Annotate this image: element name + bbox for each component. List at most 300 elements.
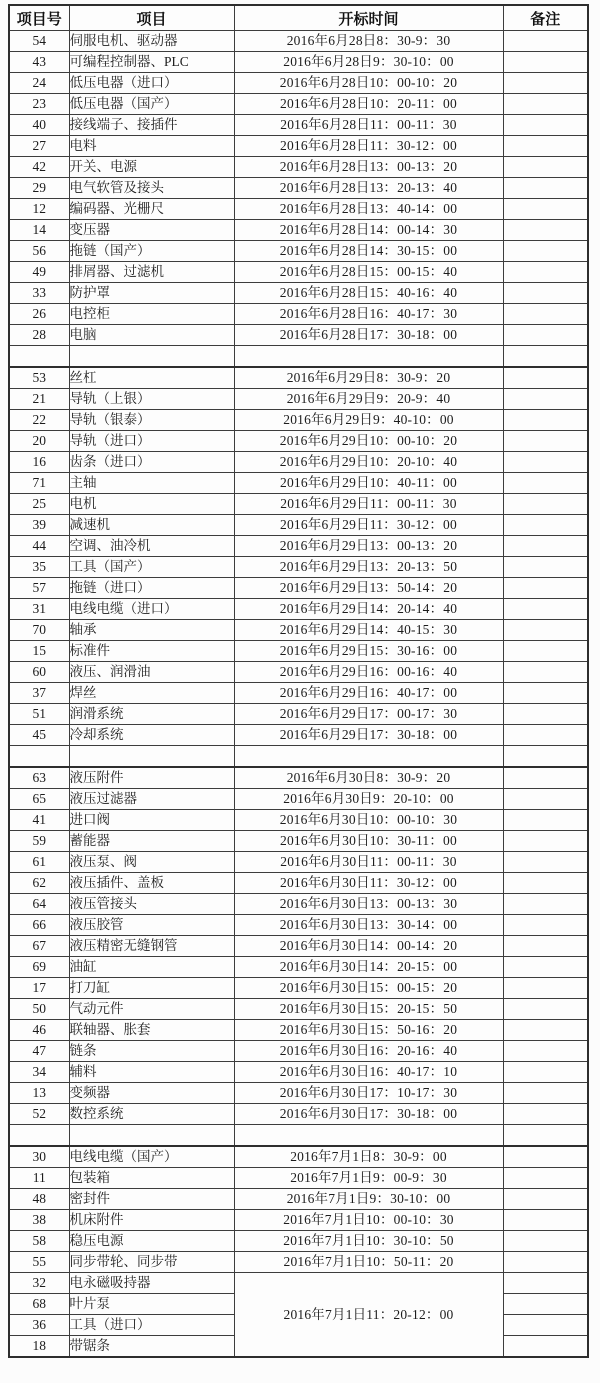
project-number-cell: 46	[9, 1020, 69, 1041]
table-row	[9, 957, 588, 978]
bid-time-cell: 2016年6月29日11：30-12：00	[234, 515, 503, 536]
project-name-cell: 接线端子、接插件	[69, 115, 234, 136]
table-row	[9, 178, 588, 199]
project-number-cell	[9, 746, 69, 768]
remark-cell	[503, 936, 588, 957]
project-number-cell	[9, 346, 69, 368]
remark-cell	[503, 1083, 588, 1104]
remark-cell	[503, 220, 588, 241]
project-name-cell: 叶片泵	[69, 1294, 234, 1315]
project-name-cell	[69, 1125, 234, 1147]
table-row	[9, 999, 588, 1020]
bid-time-cell: 2016年6月30日14：20-15：00	[234, 957, 503, 978]
bid-time-cell: 2016年6月30日11：30-12：00	[234, 873, 503, 894]
remark-cell	[503, 157, 588, 178]
table-row	[9, 73, 588, 94]
bid-time-cell: 2016年6月30日15：50-16：20	[234, 1020, 503, 1041]
project-number-cell: 70	[9, 620, 69, 641]
project-number-cell: 56	[9, 241, 69, 262]
project-number-cell: 34	[9, 1062, 69, 1083]
bid-time-cell: 2016年6月29日17：30-18：00	[234, 725, 503, 746]
table-row	[9, 662, 588, 683]
project-number-cell: 17	[9, 978, 69, 999]
table-row	[9, 936, 588, 957]
table-row	[9, 1020, 588, 1041]
project-number-cell: 33	[9, 283, 69, 304]
remark-cell	[503, 515, 588, 536]
bid-time-cell	[234, 346, 503, 368]
project-name-cell: 数控系统	[69, 1104, 234, 1125]
table-row	[9, 473, 588, 494]
remark-cell	[503, 746, 588, 768]
bid-time-cell: 2016年6月28日8：30-9：30	[234, 31, 503, 52]
project-number-cell: 37	[9, 683, 69, 704]
table-row	[9, 557, 588, 578]
bid-time-cell	[234, 1125, 503, 1147]
project-number-cell: 42	[9, 157, 69, 178]
project-name-cell: 开关、电源	[69, 157, 234, 178]
bid-time-cell: 2016年6月28日11：30-12：00	[234, 136, 503, 157]
remark-cell	[503, 599, 588, 620]
project-name-cell: 电永磁吸持器	[69, 1273, 234, 1294]
bid-schedule-sheet	[8, 4, 589, 1358]
project-name-cell: 低压电器（国产）	[69, 94, 234, 115]
table-row	[9, 52, 588, 73]
bid-time-cell: 2016年6月28日11：00-11：30	[234, 115, 503, 136]
project-number-cell: 27	[9, 136, 69, 157]
project-name-cell: 液压管接头	[69, 894, 234, 915]
project-number-cell: 23	[9, 94, 69, 115]
bid-time-cell: 2016年6月30日10：30-11：00	[234, 831, 503, 852]
table-row	[9, 283, 588, 304]
table-row	[9, 220, 588, 241]
project-number-cell: 66	[9, 915, 69, 936]
project-number-cell: 38	[9, 1210, 69, 1231]
project-name-cell: 蓄能器	[69, 831, 234, 852]
project-name-cell: 电线电缆（国产）	[69, 1146, 234, 1168]
project-number-cell: 58	[9, 1231, 69, 1252]
bid-time-cell: 2016年7月1日10：50-11：20	[234, 1252, 503, 1273]
bid-time-cell: 2016年6月28日14：30-15：00	[234, 241, 503, 262]
project-number-cell: 21	[9, 389, 69, 410]
project-name-cell: 编码器、光栅尺	[69, 199, 234, 220]
table-row	[9, 367, 588, 389]
bid-time-cell: 2016年6月29日13：20-13：50	[234, 557, 503, 578]
bid-time-cell: 2016年6月29日10：20-10：40	[234, 452, 503, 473]
project-number-cell: 18	[9, 1336, 69, 1358]
remark-cell	[503, 1125, 588, 1147]
remark-cell	[503, 73, 588, 94]
project-number-cell: 41	[9, 810, 69, 831]
project-number-cell: 20	[9, 431, 69, 452]
project-name-cell: 排屑器、过滤机	[69, 262, 234, 283]
table-row	[9, 536, 588, 557]
table-row	[9, 725, 588, 746]
project-number-cell: 28	[9, 325, 69, 346]
remark-cell	[503, 1041, 588, 1062]
project-number-cell: 50	[9, 999, 69, 1020]
table-row	[9, 199, 588, 220]
project-number-cell: 59	[9, 831, 69, 852]
remark-cell	[503, 473, 588, 494]
table-row	[9, 94, 588, 115]
header-bid-open-time: 开标时间	[234, 5, 503, 31]
table-row	[9, 852, 588, 873]
project-name-cell: 低压电器（进口）	[69, 73, 234, 94]
project-name-cell: 焊丝	[69, 683, 234, 704]
table-row	[9, 325, 588, 346]
project-name-cell: 工具（国产）	[69, 557, 234, 578]
project-number-cell: 69	[9, 957, 69, 978]
project-name-cell: 齿条（进口）	[69, 452, 234, 473]
project-name-cell: 可编程控制器、PLC	[69, 52, 234, 73]
bid-time-cell: 2016年7月1日10：30-10：50	[234, 1231, 503, 1252]
header-row	[9, 5, 588, 31]
project-number-cell: 35	[9, 557, 69, 578]
project-number-cell: 54	[9, 31, 69, 52]
remark-cell	[503, 536, 588, 557]
project-number-cell: 16	[9, 452, 69, 473]
project-name-cell: 减速机	[69, 515, 234, 536]
remark-cell	[503, 1146, 588, 1168]
bid-time-cell: 2016年6月28日10：00-10：20	[234, 73, 503, 94]
project-name-cell: 联轴器、胀套	[69, 1020, 234, 1041]
remark-cell	[503, 767, 588, 789]
table-row	[9, 1252, 588, 1273]
project-name-cell: 液压附件	[69, 767, 234, 789]
project-name-cell: 液压泵、阀	[69, 852, 234, 873]
table-row	[9, 241, 588, 262]
table-row	[9, 262, 588, 283]
project-name-cell: 防护罩	[69, 283, 234, 304]
remark-cell	[503, 662, 588, 683]
remark-cell	[503, 431, 588, 452]
project-number-cell: 55	[9, 1252, 69, 1273]
project-name-cell: 电控柜	[69, 304, 234, 325]
remark-cell	[503, 1210, 588, 1231]
remark-cell	[503, 999, 588, 1020]
remark-cell	[503, 1168, 588, 1189]
project-number-cell: 63	[9, 767, 69, 789]
spacer-row	[9, 1125, 588, 1147]
project-number-cell: 49	[9, 262, 69, 283]
project-number-cell: 52	[9, 1104, 69, 1125]
table-row	[9, 683, 588, 704]
table-row	[9, 410, 588, 431]
spacer-row	[9, 746, 588, 768]
project-number-cell: 53	[9, 367, 69, 389]
project-number-cell: 14	[9, 220, 69, 241]
project-name-cell: 液压过滤器	[69, 789, 234, 810]
project-number-cell: 43	[9, 52, 69, 73]
bid-time-cell: 2016年6月28日13：40-14：00	[234, 199, 503, 220]
remark-cell	[503, 873, 588, 894]
project-number-cell: 32	[9, 1273, 69, 1294]
project-name-cell: 轴承	[69, 620, 234, 641]
table-row	[9, 157, 588, 178]
project-name-cell: 包装箱	[69, 1168, 234, 1189]
bid-time-cell: 2016年6月28日10：20-11：00	[234, 94, 503, 115]
bid-time-cell: 2016年6月28日13：00-13：20	[234, 157, 503, 178]
remark-cell	[503, 262, 588, 283]
remark-cell	[503, 810, 588, 831]
table-row	[9, 115, 588, 136]
remark-cell	[503, 136, 588, 157]
table-row	[9, 304, 588, 325]
bid-time-cell: 2016年6月29日14：20-14：40	[234, 599, 503, 620]
project-number-cell: 48	[9, 1189, 69, 1210]
project-number-cell: 68	[9, 1294, 69, 1315]
project-name-cell: 辅料	[69, 1062, 234, 1083]
bid-time-cell: 2016年6月30日13：00-13：30	[234, 894, 503, 915]
bid-time-cell: 2016年6月28日14：00-14：30	[234, 220, 503, 241]
project-name-cell: 变压器	[69, 220, 234, 241]
project-number-cell: 61	[9, 852, 69, 873]
bid-time-cell: 2016年6月30日9：20-10：00	[234, 789, 503, 810]
table-row	[9, 831, 588, 852]
bid-time-cell: 2016年6月30日15：00-15：20	[234, 978, 503, 999]
table-row	[9, 1146, 588, 1168]
table-row	[9, 431, 588, 452]
table-row	[9, 1210, 588, 1231]
remark-cell	[503, 241, 588, 262]
remark-cell	[503, 557, 588, 578]
project-number-cell: 13	[9, 1083, 69, 1104]
table-row	[9, 978, 588, 999]
project-name-cell	[69, 746, 234, 768]
remark-cell	[503, 389, 588, 410]
project-name-cell: 伺服电机、驱动器	[69, 31, 234, 52]
bid-time-cell: 2016年6月29日9：40-10：00	[234, 410, 503, 431]
bid-time-cell: 2016年6月29日17：00-17：30	[234, 704, 503, 725]
project-name-cell: 带锯条	[69, 1336, 234, 1358]
bid-time-cell: 2016年6月30日8：30-9：20	[234, 767, 503, 789]
table-row	[9, 1083, 588, 1104]
table-row	[9, 515, 588, 536]
project-name-cell: 标准件	[69, 641, 234, 662]
project-number-cell: 25	[9, 494, 69, 515]
bid-time-cell: 2016年6月29日10：40-11：00	[234, 473, 503, 494]
project-name-cell: 机床附件	[69, 1210, 234, 1231]
remark-cell	[503, 494, 588, 515]
remark-cell	[503, 915, 588, 936]
project-name-cell: 稳压电源	[69, 1231, 234, 1252]
project-number-cell: 12	[9, 199, 69, 220]
remark-cell	[503, 578, 588, 599]
table-row	[9, 873, 588, 894]
remark-cell	[503, 178, 588, 199]
project-number-cell: 15	[9, 641, 69, 662]
bid-time-cell: 2016年6月30日16：20-16：40	[234, 1041, 503, 1062]
remark-cell	[503, 641, 588, 662]
remark-cell	[503, 704, 588, 725]
bid-time-cell: 2016年6月28日15：00-15：40	[234, 262, 503, 283]
bid-time-cell: 2016年6月29日14：40-15：30	[234, 620, 503, 641]
project-name-cell: 液压胶管	[69, 915, 234, 936]
project-number-cell: 47	[9, 1041, 69, 1062]
bid-time-cell: 2016年6月30日14：00-14：20	[234, 936, 503, 957]
project-name-cell: 丝杠	[69, 367, 234, 389]
project-name-cell: 电机	[69, 494, 234, 515]
header-remark: 备注	[503, 5, 588, 31]
project-number-cell: 71	[9, 473, 69, 494]
remark-cell	[503, 1189, 588, 1210]
remark-cell	[503, 1104, 588, 1125]
project-number-cell: 65	[9, 789, 69, 810]
project-number-cell: 67	[9, 936, 69, 957]
bid-time-cell: 2016年7月1日9：30-10：00	[234, 1189, 503, 1210]
project-number-cell	[9, 1125, 69, 1147]
table-row	[9, 1104, 588, 1125]
project-name-cell: 油缸	[69, 957, 234, 978]
project-name-cell: 电气软管及接头	[69, 178, 234, 199]
bid-time-cell: 2016年6月29日10：00-10：20	[234, 431, 503, 452]
table-row	[9, 810, 588, 831]
table-row	[9, 31, 588, 52]
project-name-cell: 主轴	[69, 473, 234, 494]
project-number-cell: 64	[9, 894, 69, 915]
remark-cell	[503, 957, 588, 978]
remark-cell	[503, 1231, 588, 1252]
remark-cell	[503, 683, 588, 704]
project-number-cell: 40	[9, 115, 69, 136]
project-number-cell: 60	[9, 662, 69, 683]
project-number-cell: 29	[9, 178, 69, 199]
bid-time-cell: 2016年7月1日10：00-10：30	[234, 1210, 503, 1231]
bid-time-cell: 2016年6月30日17：10-17：30	[234, 1083, 503, 1104]
table-row	[9, 767, 588, 789]
table-row	[9, 641, 588, 662]
remark-cell	[503, 831, 588, 852]
table-row	[9, 620, 588, 641]
bid-time-cell: 2016年6月28日9：30-10：00	[234, 52, 503, 73]
remark-cell	[503, 1336, 588, 1358]
bid-time-cell: 2016年6月29日11：00-11：30	[234, 494, 503, 515]
project-name-cell: 导轨（上银）	[69, 389, 234, 410]
table-row	[9, 789, 588, 810]
project-name-cell: 变频器	[69, 1083, 234, 1104]
table-row	[9, 704, 588, 725]
project-number-cell: 36	[9, 1315, 69, 1336]
project-name-cell: 工具（进口）	[69, 1315, 234, 1336]
table-row	[9, 452, 588, 473]
remark-cell	[503, 1252, 588, 1273]
project-number-cell: 57	[9, 578, 69, 599]
remark-cell	[503, 894, 588, 915]
remark-cell	[503, 367, 588, 389]
project-name-cell: 电料	[69, 136, 234, 157]
project-name-cell: 空调、油冷机	[69, 536, 234, 557]
bid-time-cell: 2016年6月30日11：00-11：30	[234, 852, 503, 873]
bid-time-cell: 2016年6月28日16：40-17：30	[234, 304, 503, 325]
table-row	[9, 915, 588, 936]
project-number-cell: 31	[9, 599, 69, 620]
project-name-cell: 打刀缸	[69, 978, 234, 999]
table-row	[9, 1041, 588, 1062]
table-row	[9, 599, 588, 620]
table-row	[9, 389, 588, 410]
bid-time-cell: 2016年6月29日8：30-9：20	[234, 367, 503, 389]
bid-time-cell: 2016年6月30日15：20-15：50	[234, 999, 503, 1020]
project-number-cell: 30	[9, 1146, 69, 1168]
project-number-cell: 11	[9, 1168, 69, 1189]
project-number-cell: 44	[9, 536, 69, 557]
remark-cell	[503, 199, 588, 220]
project-number-cell: 22	[9, 410, 69, 431]
remark-cell	[503, 852, 588, 873]
table-row	[9, 1168, 588, 1189]
remark-cell	[503, 789, 588, 810]
table-body	[9, 31, 588, 1358]
project-name-cell: 电线电缆（进口）	[69, 599, 234, 620]
remark-cell	[503, 346, 588, 368]
bid-time-cell: 2016年7月1日8：30-9：00	[234, 1146, 503, 1168]
remark-cell	[503, 1273, 588, 1294]
bid-time-cell: 2016年6月28日13：20-13：40	[234, 178, 503, 199]
project-name-cell: 密封件	[69, 1189, 234, 1210]
project-number-cell: 39	[9, 515, 69, 536]
bid-time-cell: 2016年7月1日9：00-9：30	[234, 1168, 503, 1189]
project-name-cell: 液压插件、盖板	[69, 873, 234, 894]
bid-time-cell: 2016年6月30日10：00-10：30	[234, 810, 503, 831]
remark-cell	[503, 283, 588, 304]
remark-cell	[503, 452, 588, 473]
project-number-cell: 24	[9, 73, 69, 94]
remark-cell	[503, 325, 588, 346]
project-name-cell: 拖链（进口）	[69, 578, 234, 599]
project-name-cell: 导轨（进口）	[69, 431, 234, 452]
bid-time-cell: 2016年6月30日13：30-14：00	[234, 915, 503, 936]
remark-cell	[503, 725, 588, 746]
bid-time-cell: 2016年6月29日9：20-9：40	[234, 389, 503, 410]
remark-cell	[503, 94, 588, 115]
remark-cell	[503, 978, 588, 999]
project-name-cell: 冷却系统	[69, 725, 234, 746]
project-name-cell: 润滑系统	[69, 704, 234, 725]
project-number-cell: 51	[9, 704, 69, 725]
bid-time-cell: 2016年7月1日11：20-12：00	[234, 1273, 503, 1358]
project-name-cell: 同步带轮、同步带	[69, 1252, 234, 1273]
remark-cell	[503, 410, 588, 431]
bid-schedule-table	[8, 4, 589, 1358]
bid-time-cell: 2016年6月28日17：30-18：00	[234, 325, 503, 346]
bid-time-cell: 2016年6月29日16：40-17：00	[234, 683, 503, 704]
table-row	[9, 578, 588, 599]
header-project-name: 项目	[69, 5, 234, 31]
remark-cell	[503, 1315, 588, 1336]
remark-cell	[503, 1294, 588, 1315]
bid-time-cell	[234, 746, 503, 768]
bid-time-cell: 2016年6月28日15：40-16：40	[234, 283, 503, 304]
table-row	[9, 1189, 588, 1210]
project-name-cell: 导轨（银泰）	[69, 410, 234, 431]
remark-cell	[503, 52, 588, 73]
table-row	[9, 1273, 588, 1294]
bid-time-cell: 2016年6月29日15：30-16：00	[234, 641, 503, 662]
header-project-number: 项目号	[9, 5, 69, 31]
table-row	[9, 1062, 588, 1083]
project-name-cell: 链条	[69, 1041, 234, 1062]
bid-time-cell: 2016年6月30日17：30-18：00	[234, 1104, 503, 1125]
bid-time-cell: 2016年6月29日16：00-16：40	[234, 662, 503, 683]
project-name-cell: 拖链（国产）	[69, 241, 234, 262]
bid-time-cell: 2016年6月30日16：40-17：10	[234, 1062, 503, 1083]
project-number-cell: 26	[9, 304, 69, 325]
project-number-cell: 45	[9, 725, 69, 746]
table-row	[9, 136, 588, 157]
spacer-row	[9, 346, 588, 368]
project-name-cell: 液压精密无缝钢管	[69, 936, 234, 957]
